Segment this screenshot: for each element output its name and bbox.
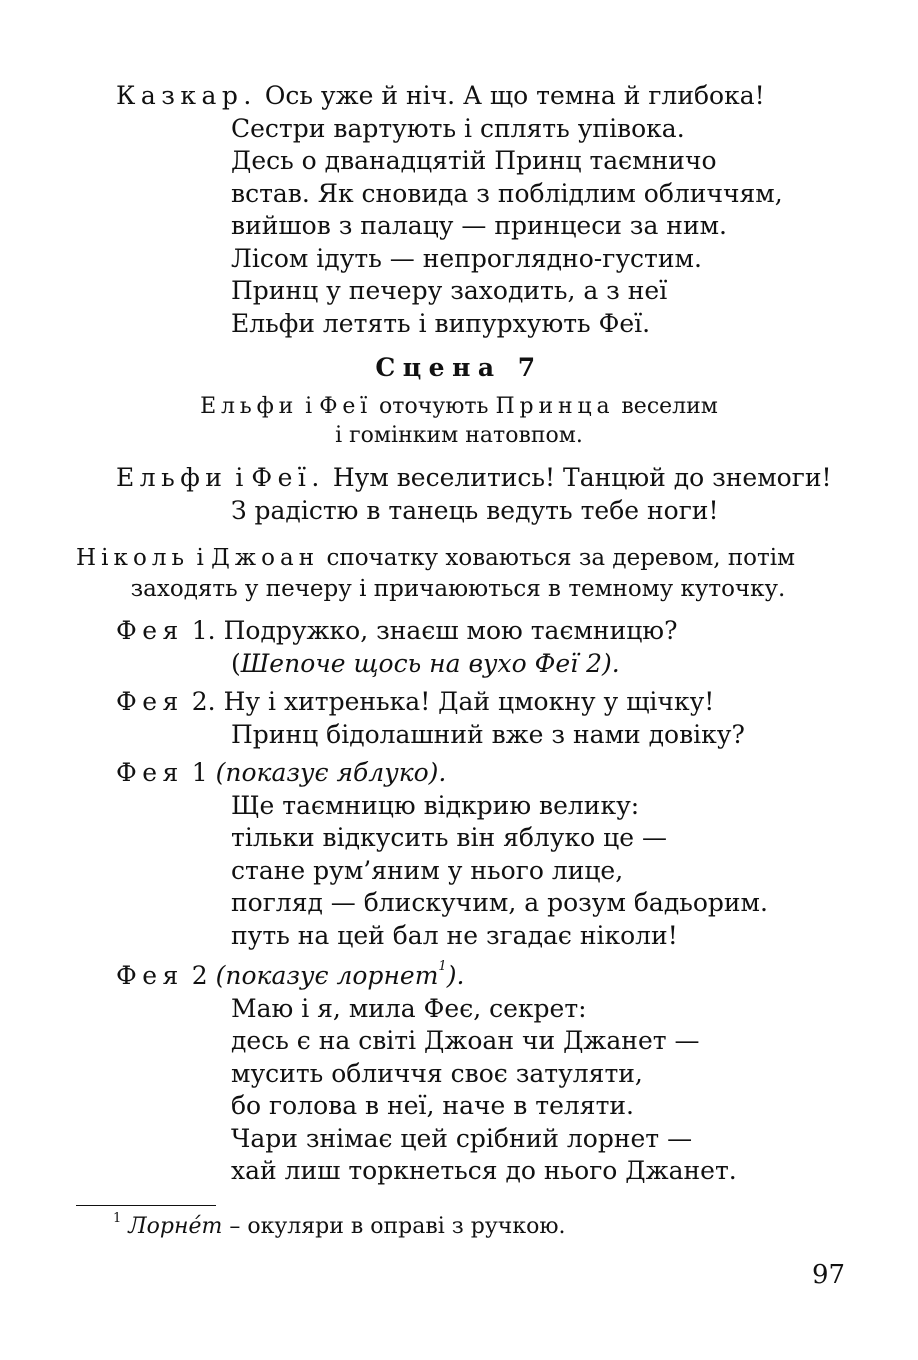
scene-heading — [0, 352, 918, 384]
stage-direction-line-1 — [0, 392, 918, 421]
stage-direction-inline: (показує яблуко). — [215, 758, 447, 787]
verse-line: тільки відкусить він яблуко це — — [231, 823, 667, 852]
verse-line: Ну і хитренька! Дай цмокну у щічку! — [223, 687, 715, 716]
verse-line: Ось уже й ніч. А що темна й глибока! — [264, 81, 765, 110]
speaker-fairy: Фея — [116, 687, 184, 716]
footnote-text: – окуляри в оправі з ручкою. — [222, 1214, 566, 1239]
verse-line: мусить обличчя своє затуляти, — [231, 1058, 643, 1088]
verse-line: Нум веселитись! Танцюй до знемоги! — [332, 463, 832, 492]
stage-direction-inline — [216, 961, 465, 990]
verse-line: стане рум’яним у нього лице, — [231, 855, 624, 885]
fairy2-line-1 — [116, 686, 745, 719]
verse-line: Принц бідолашний вже з нами довіку? — [231, 719, 745, 749]
verse-line: путь на цей бал не згадає ніколи! — [231, 920, 678, 950]
speaker-fairies: Феї. — [251, 463, 325, 492]
verse-line: Десь о дванадцятій Принц таємничо — [231, 146, 717, 175]
speaker-fairy: Фея — [116, 758, 184, 787]
stage-direction-line-1 — [76, 543, 840, 574]
elves-speech — [116, 462, 832, 527]
speaker-number: 1. — [191, 616, 216, 645]
fairy2-speech-a — [116, 686, 745, 751]
direction-text: веселим — [614, 394, 718, 419]
scene-direction — [0, 392, 918, 450]
stage-direction-line-2: заходять у печеру і причаюються в темному куточку. — [130, 576, 786, 602]
scene-title: Сцена 7 — [375, 353, 543, 382]
verse-line: Ще таємницю відкрию велику: — [231, 790, 640, 820]
verse-line: погляд — блискучим, а розум бадьорим. — [231, 888, 768, 917]
verse-line: встав. Як сновида з поблідлим обличчям, — [231, 178, 783, 208]
verse-line: Чари знімає цей срібний лорнет — — [231, 1123, 693, 1153]
speaker-fairy: Фея — [116, 961, 184, 990]
speaker-fairy: Фея — [116, 616, 184, 645]
speaker-number: 2 — [191, 961, 208, 990]
fairy1-verse-b — [231, 790, 768, 953]
stage-direction-inline — [231, 648, 677, 681]
fairy2-speech-b — [116, 960, 737, 1188]
paren: ( — [231, 648, 241, 678]
spaced-name: Принца — [495, 394, 615, 419]
fairy1-speech-b — [116, 757, 768, 952]
direction-text: спочатку ховаються за деревом, потім — [319, 545, 795, 571]
footnote — [113, 1212, 565, 1242]
direction-text: оточують — [372, 394, 496, 419]
spaced-name: Ельфи — [200, 394, 299, 419]
verse-line: десь є на світі Джоан чи Джанет — — [231, 1026, 700, 1055]
joiner-text: і — [227, 463, 252, 492]
speaker-kaskar: Казкар. — [116, 81, 257, 110]
spaced-name: Феї — [319, 394, 373, 419]
verse-line: хай лиш торкнеться до нього Джанет. — [231, 1156, 737, 1185]
verse-line: Маю і я, мила Феє, секрет: — [231, 993, 587, 1023]
verse-line: Сестри вартують і сплять упівока. — [231, 113, 685, 143]
speaker-number: 2. — [191, 687, 216, 716]
stage-direction-line-2: і гомінким натовпом. — [335, 423, 583, 448]
verse-line: З радістю в танець ведуть тебе ноги! — [231, 495, 719, 525]
footnote-divider — [76, 1205, 216, 1206]
kaskar-line-1 — [116, 80, 783, 113]
direction-text: ). — [446, 961, 465, 990]
direction-text: (показує лорнет — [215, 961, 439, 990]
direction-text: Шепоче щось на вухо Феї 2 — [240, 648, 603, 678]
speaker-number: 1 — [191, 758, 208, 787]
fairy1-speech-a — [116, 615, 677, 680]
nicole-joan-direction — [76, 543, 840, 605]
verse-line: Подружко, знаєш мою таємницю? — [223, 616, 678, 645]
spaced-name: Джоан — [211, 545, 320, 571]
footnote-reference[interactable]: 1 — [438, 959, 447, 974]
joiner-text: і — [298, 394, 320, 419]
verse-line: Лісом ідуть — непроглядно-густим. — [231, 243, 702, 273]
speaker-elves: Ельфи — [116, 463, 228, 492]
fairy1-verse-a — [231, 648, 677, 681]
verse-line: бо голова в неї, наче в теляти. — [231, 1091, 635, 1120]
spaced-name: Ніколь — [76, 545, 190, 571]
fairy2-line-1 — [116, 960, 737, 993]
fairy2-verse-a — [231, 719, 745, 752]
paren: ). — [602, 648, 620, 678]
verse-line: вийшов з палацу — принцеси за ним. — [231, 211, 728, 240]
page-number: 97 — [812, 1260, 846, 1290]
kaskar-verse — [231, 113, 783, 341]
fairy2-verse-b — [231, 993, 737, 1188]
fairy1-line-1 — [116, 615, 677, 648]
footnote-mark: 1 — [113, 1211, 122, 1226]
fairy1-line-1 — [116, 757, 768, 790]
verse-line: Принц у печеру заходить, а з неї — [231, 276, 668, 305]
joiner-text: і — [189, 545, 212, 571]
footnote-term: Лорне́т — [128, 1214, 223, 1239]
elves-verse — [231, 495, 832, 528]
elves-line-1 — [116, 462, 832, 495]
verse-line: Ельфи летять і випурхують Феї. — [231, 308, 651, 338]
kaskar-speech — [116, 80, 783, 340]
